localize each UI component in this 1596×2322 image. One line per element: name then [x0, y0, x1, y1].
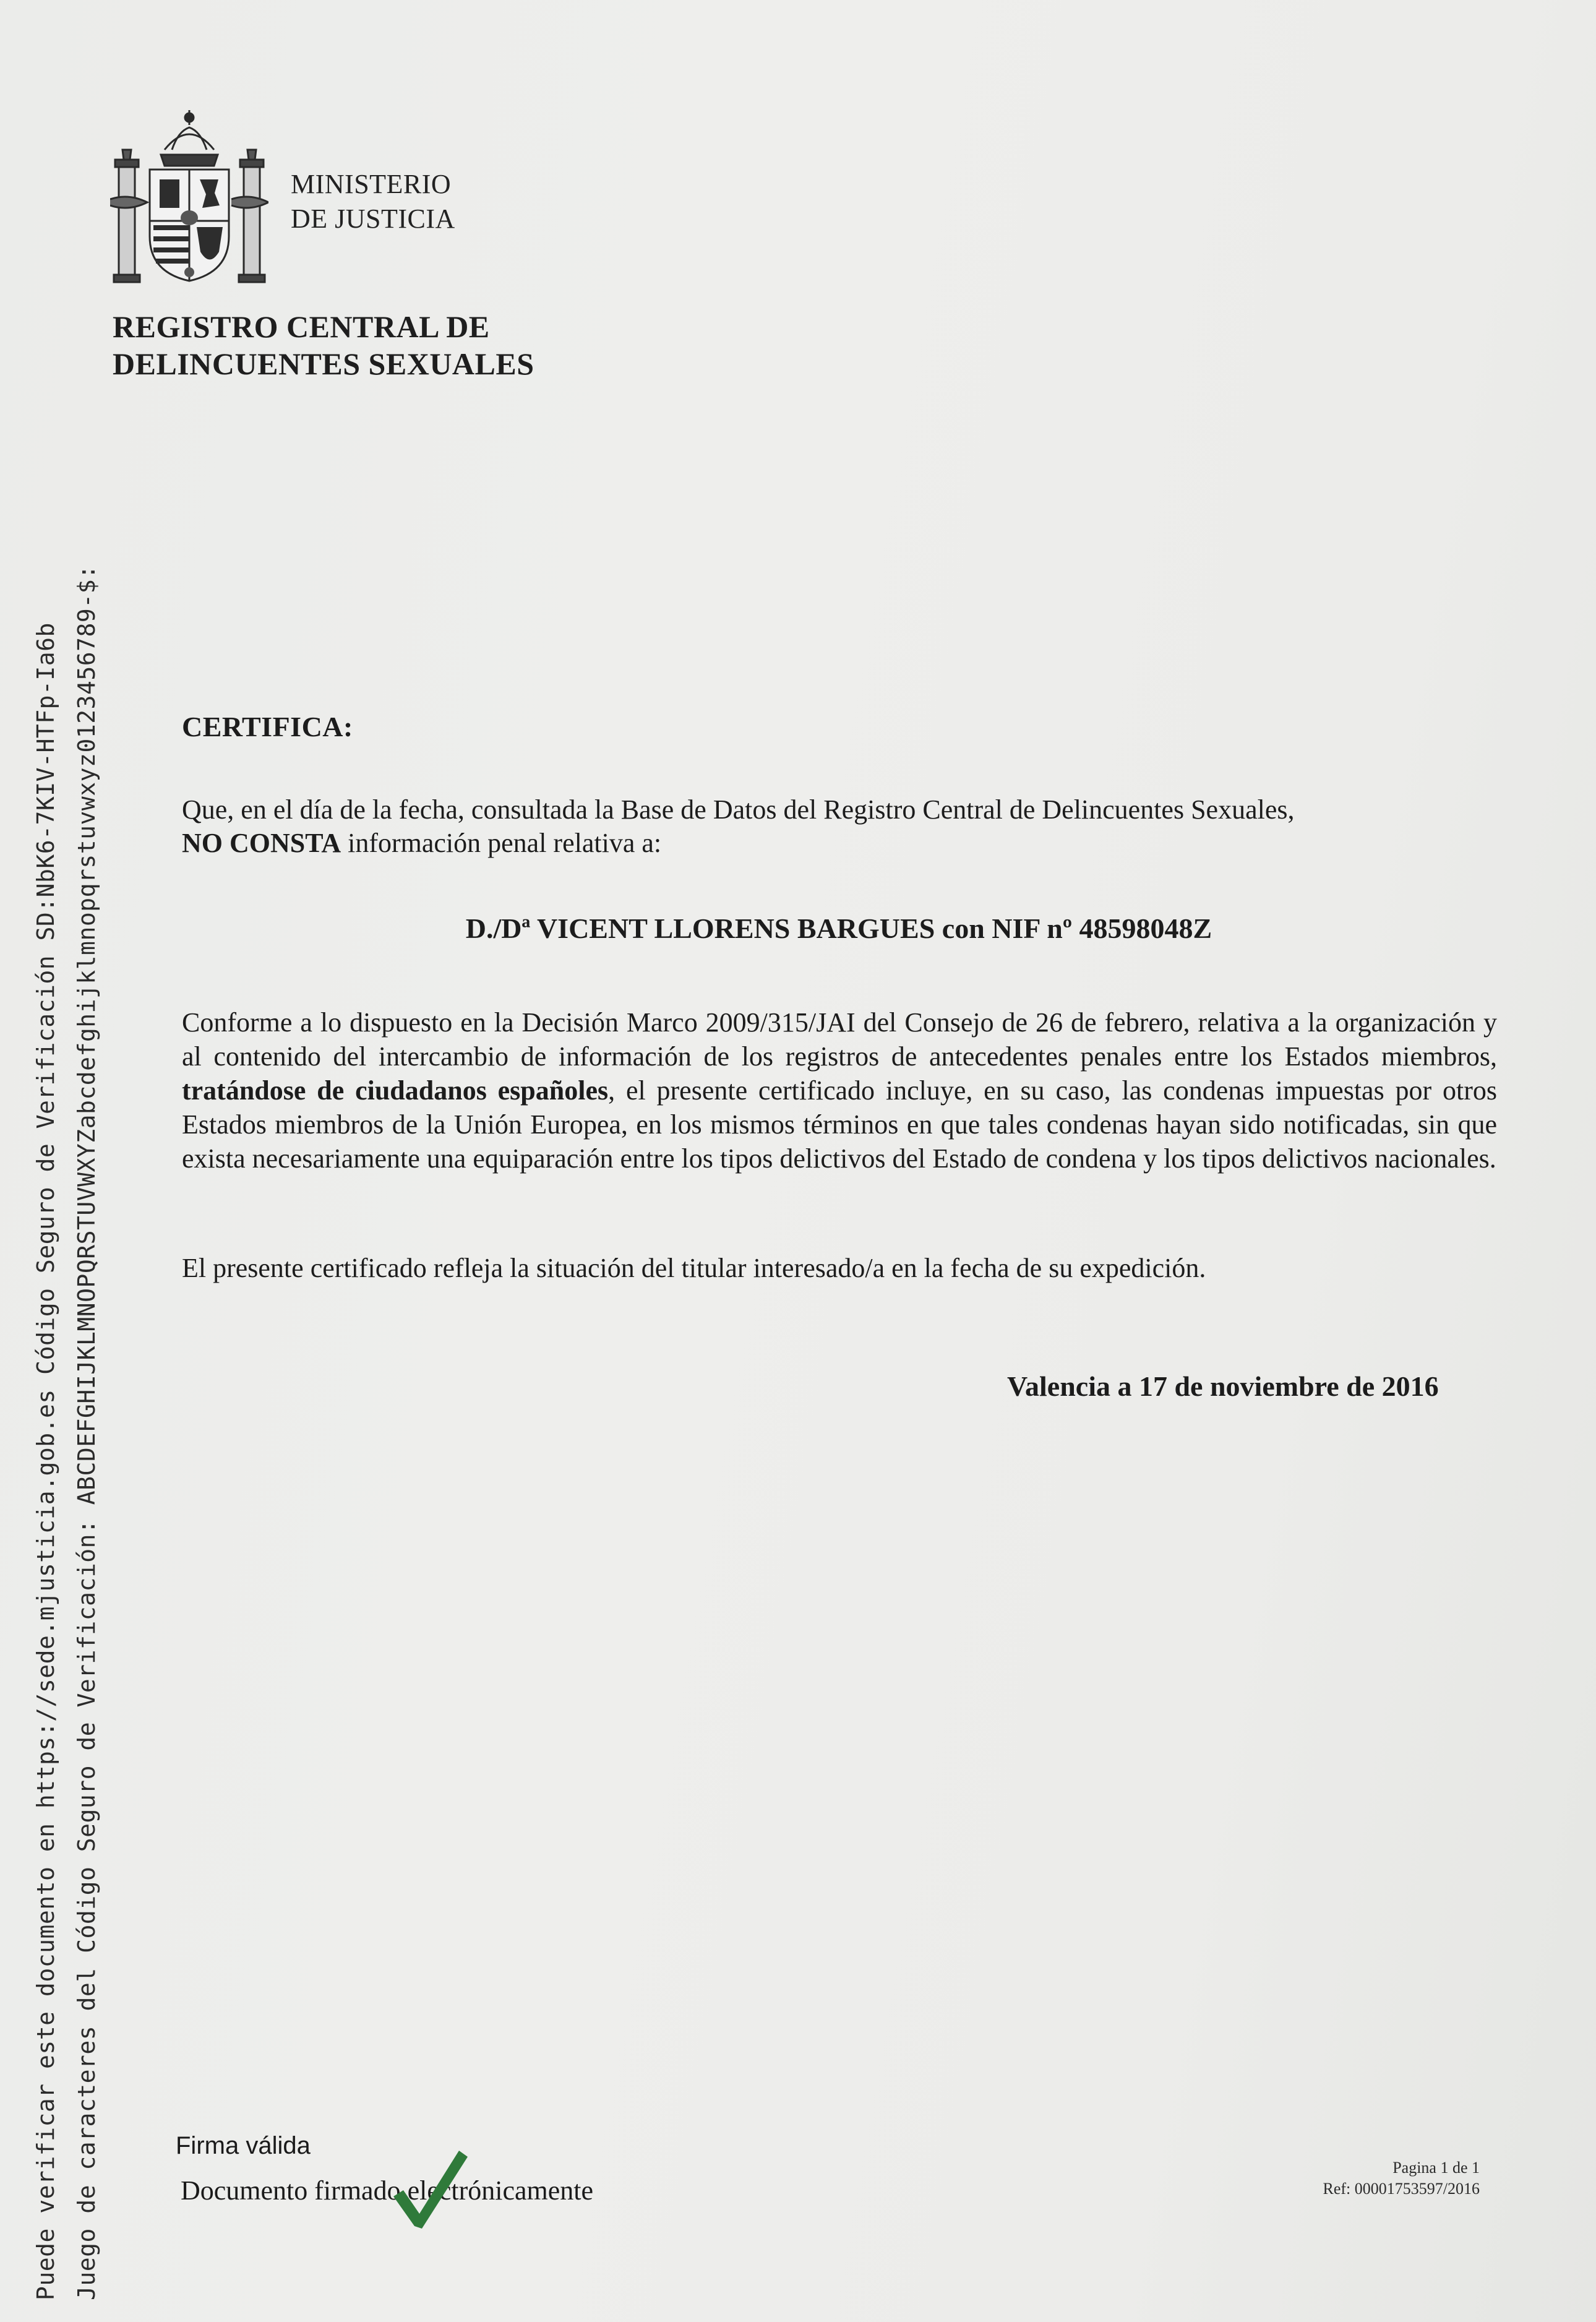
- verification-url-text: Puede verificar este documento en https://sede.mjusticia.gob.es Código Seguro de Verificación SD:NbK6-7KIV-HTFp-Ia6b: [32, 622, 59, 2300]
- spain-coat-of-arms-icon: [110, 106, 268, 286]
- green-checkmark-icon: [390, 2147, 470, 2230]
- legal-text-bold: tratándose de ciudadanos españoles: [182, 1075, 609, 1106]
- subject-text: D./Dª VICENT LLORENS BARGUES con NIF nº 48598048Z: [465, 913, 1212, 944]
- registry-line-1: REGISTRO CENTRAL DE: [113, 309, 490, 344]
- page-info: [1175, 2157, 1480, 2199]
- ministry-name: [291, 167, 455, 236]
- registry-line-2: DELINCUENTES SEXUALES: [113, 346, 534, 381]
- intro-rest-text: información penal relativa a:: [341, 828, 662, 858]
- page-number: Pagina 1 de 1: [1392, 2159, 1480, 2177]
- verification-charset-text: Juego de caracteres del Código Seguro de Verificación: ABCDEFGHIJKLMNOPQRSTUVWXYZabcdefghijklmnopqrstuvwxyz0123456789-$:: [73, 564, 100, 2300]
- intro-paragraph: [182, 793, 1419, 860]
- reference-number: Ref: 00001753597/2016: [1323, 2180, 1480, 2198]
- no-consta-text: NO CONSTA: [182, 828, 341, 858]
- legal-paragraph: [182, 1005, 1497, 1176]
- intro-line-2: [182, 827, 1419, 860]
- electronic-signature-text: Documento firmado electrónicamente: [181, 2175, 594, 2206]
- signature-valid-label: Firma válida: [176, 2132, 311, 2159]
- intro-line-1: Que, en el día de la fecha, consultada la Base de Datos del Registro Central de Delincuentes Sexuales,: [182, 794, 1295, 825]
- legal-text-part-1: Conforme a lo dispuesto en la Decisión Marco 2009/315/JAI del Consejo de 26 de febrero, relativa a la organización y al contenido del intercambio de información de los registros de antecedentes penales entre los Estados miembros,: [182, 1007, 1497, 1072]
- legal-text-part-2: , el presente certificado incluye, en su caso, las condenas impuestas por otros Estados miembros de la Unión Europea, en los mismos términos en que tales condenas hayan sido notificadas, sin que exista necesariamente una equiparación entre los tipos delictivos del Estado de condena y los tipos delictivos nacionales.: [182, 1075, 1497, 1174]
- certifica-heading: CERTIFICA:: [182, 711, 353, 742]
- ministry-line-1: MINISTERIO: [291, 169, 452, 199]
- subject-line: [0, 912, 1596, 945]
- registry-name: [113, 308, 534, 382]
- place-and-date: Valencia a 17 de noviembre de 2016: [1007, 1370, 1439, 1402]
- situation-paragraph: El presente certificado refleja la situación del titular interesado/a en la fecha de su expedición.: [182, 1253, 1206, 1283]
- ministry-line-2: DE JUSTICIA: [291, 204, 455, 234]
